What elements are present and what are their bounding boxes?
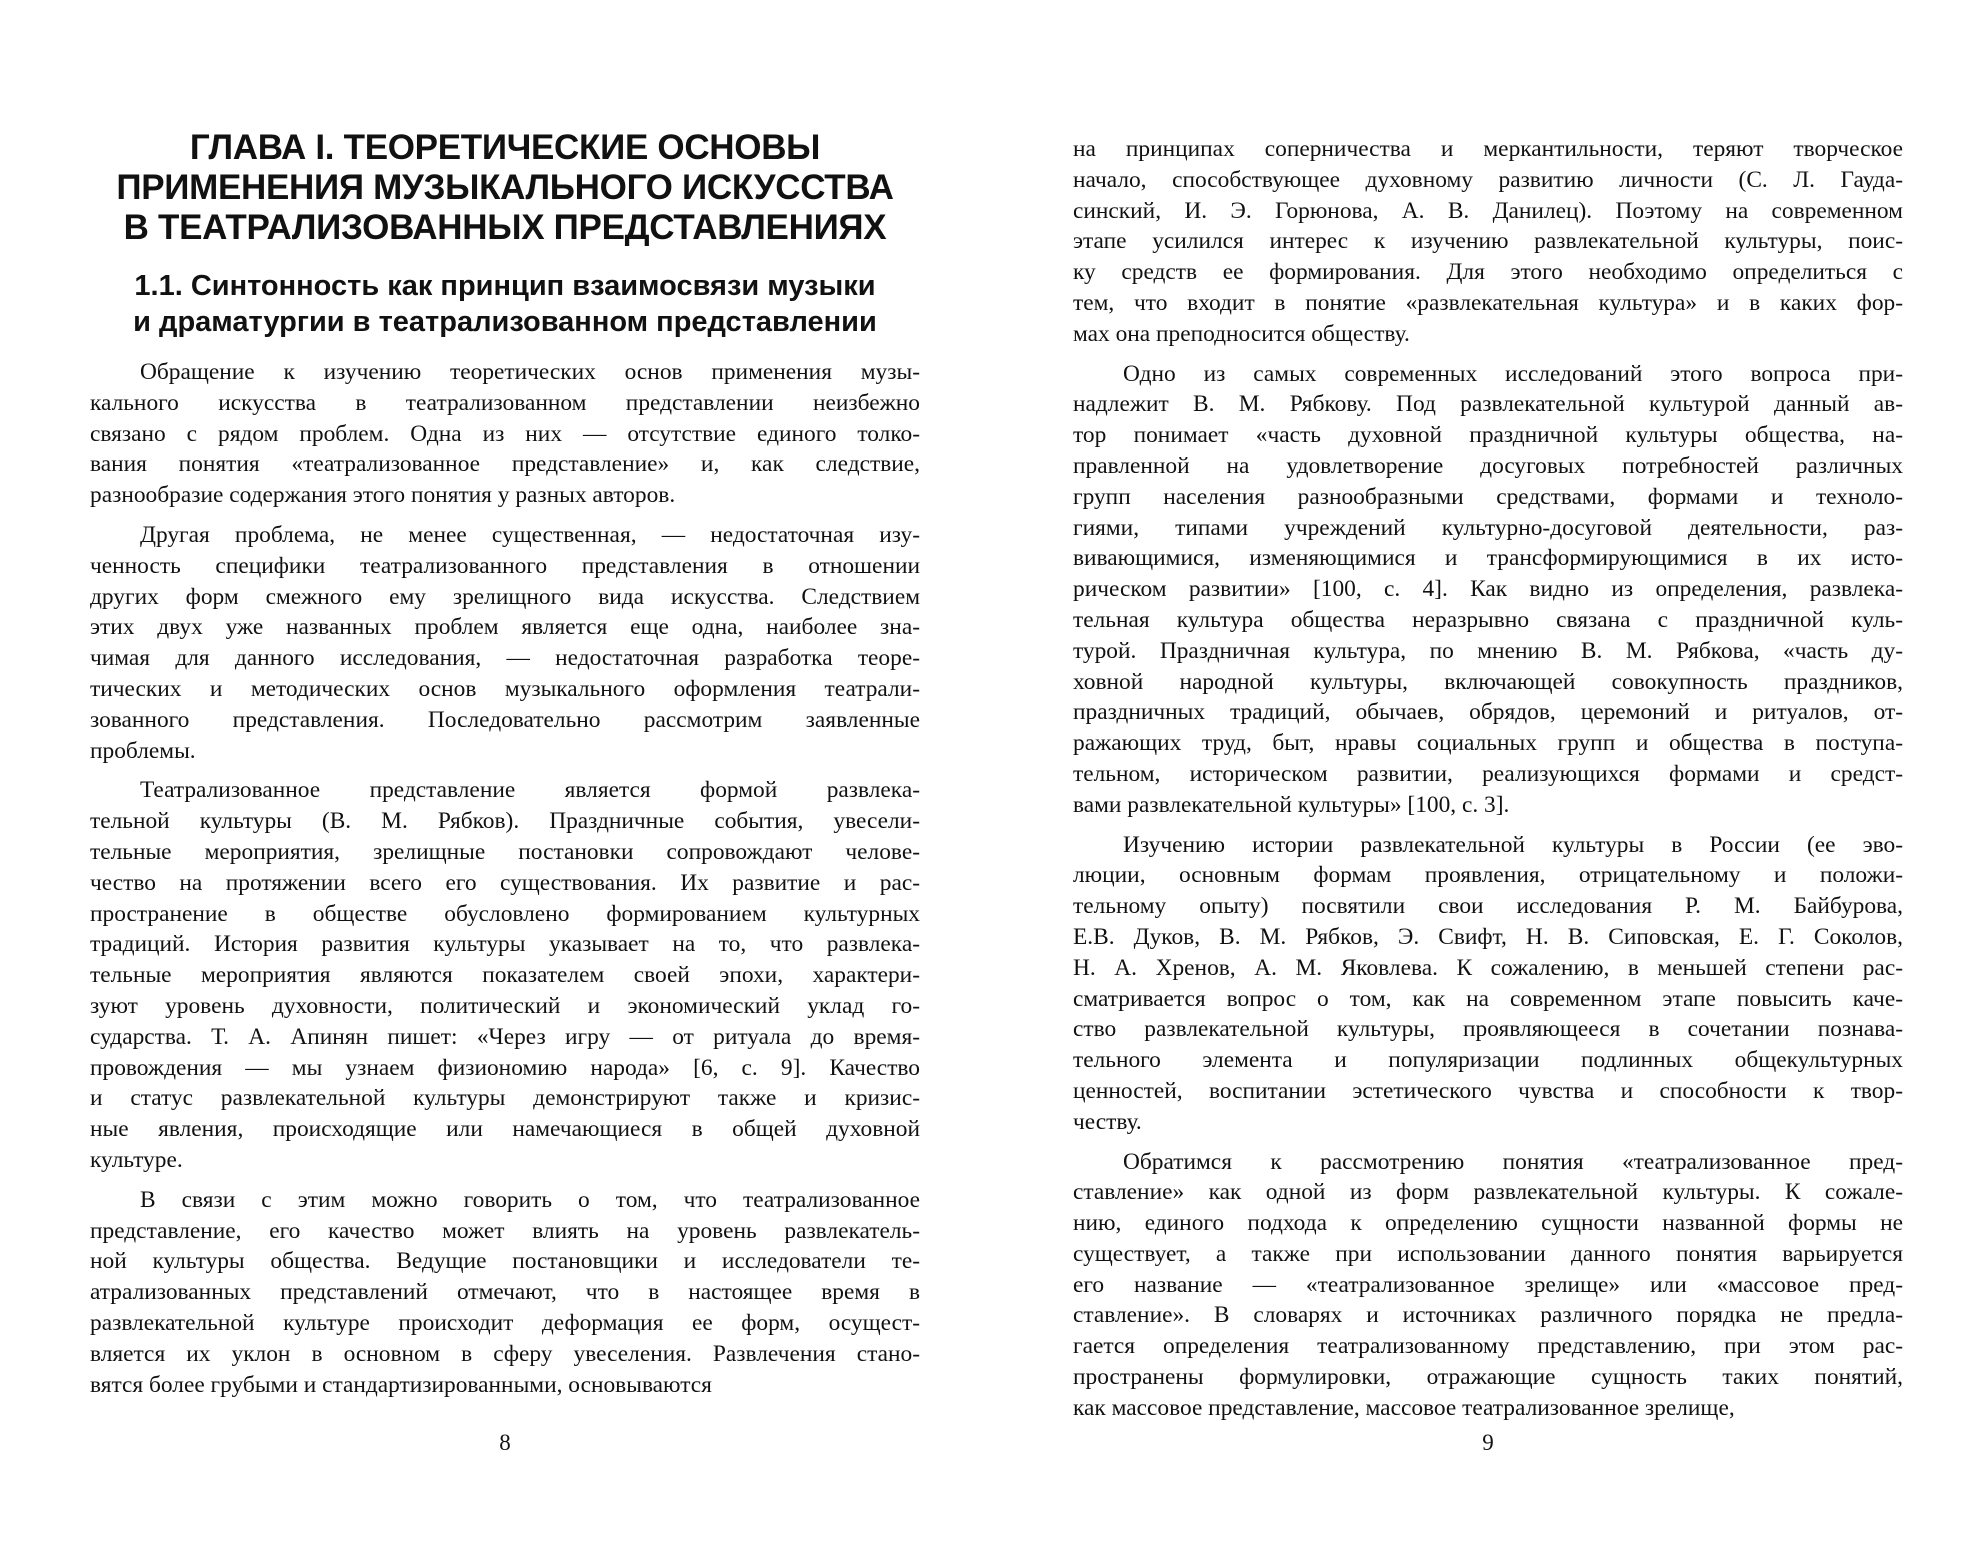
text-line: Обратимся к рассмотрению понятия «театрализованное пред-: [1123, 1148, 1903, 1175]
text-line: этапе усилился интерес к изучению развлекательной культуры, поис-: [1073, 228, 1903, 255]
paragraph: [1073, 134, 1903, 350]
text-line: вляется их уклон в основном в сферу увеселения. Развлечения стано-: [90, 1340, 920, 1367]
text-line: провождения — мы узнаем физиономию народа» [6, с. 9]. Качество: [90, 1054, 920, 1081]
text-line: атрализованных представлений отмечают, что в настоящее время в: [90, 1279, 920, 1306]
chapter-title: [90, 128, 920, 248]
text-line: чество на протяжении всего его существования. Их развитие и рас-: [90, 869, 920, 896]
text-line: синский, И. Э. Горюнова, А. В. Данилец). Поэтому на современном: [1073, 197, 1903, 224]
text-line: этих двух уже названных проблем является еще одна, наиболее зна-: [90, 614, 920, 641]
text-line: ченность специфики театрализованного представления в отношении: [90, 552, 920, 579]
text-line: начало, способствующее духовному развитию личности (С. Л. Гауда-: [1073, 166, 1903, 193]
text-line: развлекательной культуре происходит деформация ее форм, осущест-: [90, 1309, 920, 1336]
text-line: разнообразие содержания этого понятия у разных авторов.: [90, 482, 676, 509]
paragraph: [1073, 830, 1903, 1138]
text-line: тельные мероприятия являются показателем своей эпохи, характери-: [90, 962, 920, 989]
text-line: пространены формулировки, отражающие сущность таких понятий,: [1073, 1364, 1903, 1391]
text-line: существует, а также при использовании данного понятия варьируется: [1073, 1240, 1903, 1267]
text-line: честву.: [1073, 1108, 1142, 1135]
text-line: В связи с этим можно говорить о том, что театрализованное: [140, 1186, 920, 1213]
paragraph: [90, 520, 920, 766]
text-line: турой. Праздничная культура, по мнению В. М. Рябкова, «часть ду-: [1073, 637, 1903, 664]
text-line: тельного элемента и популяризации подлинных общекультурных: [1073, 1047, 1903, 1074]
text-line: Е.В. Дуков, В. М. Рябков, Э. Свифт, Н. В. Сиповская, Е. Г. Соколов,: [1073, 923, 1903, 950]
chapter-title-line: ПРИМЕНЕНИЯ МУЗЫКАЛЬНОГО ИСКУССТВА: [116, 168, 894, 207]
text-line: культуре.: [90, 1146, 183, 1173]
text-line: надлежит В. М. Рябкову. Под развлекательной культурой данный ав-: [1073, 391, 1903, 418]
text-line: других форм смежного ему зрелищного вида искусства. Следствием: [90, 583, 920, 610]
text-line: чимая для данного исследования, — недостаточная разработка теоре-: [90, 645, 920, 672]
text-line: проблемы.: [90, 737, 196, 764]
section-title-line: и драматургии в театрализованном представлении: [133, 306, 877, 338]
text-line: Н. А. Хренов, А. М. Яковлева. К сожалению, в меньшей степени рас-: [1073, 954, 1903, 981]
text-line: вятся более грубыми и стандартизированными, основываются: [90, 1371, 712, 1398]
text-line: мах она преподносится обществу.: [1073, 320, 1410, 347]
text-line: тем, что входит в понятие «развлекательная культура» и в каких фор-: [1073, 289, 1903, 316]
paragraph: [1073, 1147, 1903, 1424]
text-line: нию, единого подхода к определению сущности названной формы не: [1073, 1210, 1903, 1237]
chapter-title-line: В ТЕАТРАЛИЗОВАННЫХ ПРЕДСТАВЛЕНИЯХ: [123, 208, 887, 247]
text-line: пространение в обществе обусловлено формированием культурных: [90, 900, 920, 927]
right-page: [1073, 0, 1903, 1554]
page-number: 9: [1482, 1430, 1494, 1455]
text-line: зуют уровень духовности, политический и экономический уклад го-: [90, 992, 920, 1019]
text-line: ставление» как одной из форм развлекательной культуры. К сожале-: [1073, 1179, 1903, 1206]
text-line: гиями, типами учреждений культурно-досуговой деятельности, раз-: [1073, 514, 1903, 541]
page-number: 8: [499, 1430, 511, 1455]
text-line: рическом развитии» [100, с. 4]. Как видно из определения, развлека-: [1073, 576, 1903, 603]
text-line: ство развлекательной культуры, проявляющееся в сочетании познава-: [1073, 1016, 1903, 1043]
text-line: представление, его качество может влиять на уровень развлекатель-: [90, 1217, 920, 1244]
text-line: правленной на удовлетворение досуговых потребностей различных: [1073, 452, 1903, 479]
text-line: кального искусства в театрализованном представлении неизбежно: [90, 389, 920, 416]
text-line: традиций. История развития культуры указывает на то, что развлека-: [90, 931, 920, 958]
text-line: вами развлекательной культуры» [100, с. 3].: [1073, 791, 1510, 818]
text-line: ной культуры общества. Ведущие постановщики и исследователи те-: [90, 1248, 920, 1275]
text-line: сударства. Т. А. Апинян пишет: «Через игру — от ритуала до время-: [90, 1023, 920, 1050]
text-line: групп населения разнообразными средствами, формами и техноло-: [1073, 483, 1903, 510]
text-line: как массовое представление, массовое театрализованное зрелище,: [1073, 1394, 1735, 1421]
left-page: [90, 0, 920, 1554]
right-page-body: [1073, 134, 1903, 1424]
text-line: сматривается вопрос о том, как на современном этапе повысить каче-: [1073, 985, 1903, 1012]
text-line: на принципах соперничества и меркантильности, теряют творческое: [1073, 136, 1903, 162]
text-line: Изучению истории развлекательной культуры в России (ее эво-: [1123, 831, 1903, 858]
section-title: [90, 268, 920, 340]
chapter-title-line: ГЛАВА I. ТЕОРЕТИЧЕСКИЕ ОСНОВЫ: [189, 128, 821, 167]
text-line: Одно из самых современных исследований этого вопроса при-: [1123, 360, 1903, 387]
paragraph: [90, 357, 920, 511]
text-line: люции, основным формам проявления, отрицательному и положи-: [1073, 862, 1903, 889]
paragraph: [90, 1185, 920, 1401]
text-line: его название — «театрализованное зрелище» или «массовое пред-: [1073, 1271, 1903, 1298]
text-line: вивающимися, изменяющимися и трансформирующимися в их исто-: [1073, 545, 1903, 572]
paragraph: [90, 775, 920, 1175]
text-line: тических и методических основ музыкального оформления театрали-: [90, 675, 920, 702]
paragraph: [1073, 359, 1903, 821]
text-line: вания понятия «театрализованное представление» и, как следствие,: [90, 451, 920, 478]
left-page-body: [90, 357, 920, 1400]
text-line: ку средств ее формирования. Для этого необходимо определиться с: [1073, 259, 1903, 286]
text-line: тор понимает «часть духовной праздничной культуры общества, на-: [1073, 422, 1903, 449]
text-line: праздничных традиций, обычаев, обрядов, церемоний и ритуалов, от-: [1073, 699, 1903, 726]
text-line: ховной народной культуры, включающей совокупность праздников,: [1073, 668, 1903, 695]
text-line: тельной культуры (В. М. Рябков). Праздничные события, увесели-: [90, 808, 920, 835]
text-line: тельном, историческом развитии, реализующихся формами и средст-: [1073, 760, 1903, 787]
text-line: ражающих труд, быт, нравы социальных групп и общества в поступа-: [1073, 730, 1903, 757]
text-line: тельному опыту) посвятили свои исследования Р. М. Байбурова,: [1073, 893, 1903, 920]
text-line: и статус развлекательной культуры демонстрируют также и кризис-: [90, 1085, 920, 1112]
text-line: гается определения театрализованному представлению, при этом рас-: [1073, 1333, 1903, 1360]
text-line: ные явления, происходящие или намечающиеся в общей духовной: [90, 1116, 920, 1143]
text-line: связано с рядом проблем. Одна из них — отсутствие единого толко-: [90, 420, 920, 447]
text-line: Другая проблема, не менее существенная, — недостаточная изу-: [140, 521, 920, 548]
text-line: тельные мероприятия, зрелищные постановки сопровождают челове-: [90, 838, 920, 865]
text-line: Обращение к изучению теоретических основ применения музы-: [140, 359, 920, 385]
section-title-line: 1.1. Синтонность как принцип взаимосвязи музыки: [134, 270, 876, 302]
text-line: Театрализованное представление является формой развлека-: [140, 777, 920, 804]
text-line: ценностей, воспитании эстетического чувства и способности к твор-: [1073, 1077, 1903, 1104]
text-line: ставление». В словарях и источниках различного порядка не предла-: [1073, 1302, 1903, 1329]
text-line: зованного представления. Последовательно рассмотрим заявленные: [90, 706, 920, 733]
text-line: тельная культура общества неразрывно связана с праздничной куль-: [1073, 606, 1903, 633]
